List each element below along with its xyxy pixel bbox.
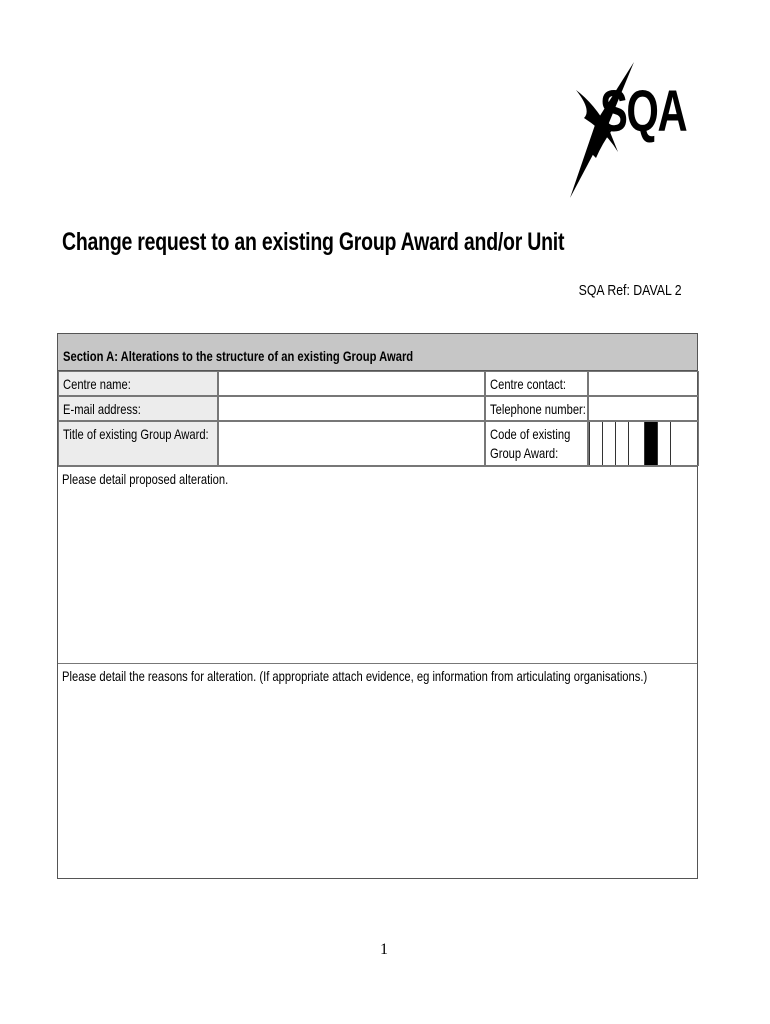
code-digit-box[interactable]: [657, 422, 670, 465]
proposed-alteration-field[interactable]: [58, 466, 697, 663]
page-title: Change request to an existing Group Award and/or Unit: [62, 228, 565, 256]
code-digit-box[interactable]: [615, 422, 628, 465]
telephone-label-text: Telephone number:: [490, 401, 586, 417]
centre-contact-label: [485, 371, 588, 396]
code-digit-box[interactable]: [602, 422, 615, 465]
section-a-heading-text: Section A: Alterations to the structure of an existing Group Award: [63, 348, 414, 364]
centre-name-label-text: Centre name:: [63, 376, 131, 392]
reasons-label: Please detail the reasons for alteration. (If appropriate attach evidence, eg information from articulating organisations.): [62, 668, 648, 684]
centre-name-field[interactable]: [218, 371, 485, 396]
email-field[interactable]: [218, 396, 485, 421]
section-a-form: [57, 333, 698, 879]
email-label: [58, 396, 218, 421]
centre-contact-label-text: Centre contact:: [490, 376, 566, 392]
code-award-field[interactable]: [588, 421, 699, 466]
code-award-label: [485, 421, 588, 466]
title-award-field[interactable]: [218, 421, 485, 466]
code-digit-box[interactable]: [670, 422, 683, 465]
email-label-text: E-mail address:: [63, 401, 141, 417]
telephone-label: [485, 396, 588, 421]
code-award-label-line2: Group Award:: [490, 445, 559, 461]
page-number: 1: [380, 941, 388, 958]
code-digit-box[interactable]: [628, 422, 641, 465]
logo-text: SQA: [600, 79, 687, 144]
telephone-field[interactable]: [588, 396, 699, 421]
reference-code: SQA Ref: DAVAL 2: [578, 282, 682, 299]
title-award-label-text: Title of existing Group Award:: [63, 426, 209, 442]
centre-name-label: [58, 371, 218, 396]
proposed-alteration-label: Please detail proposed alteration.: [62, 471, 229, 487]
centre-contact-field[interactable]: [588, 371, 699, 396]
code-digit-box-filled: [644, 422, 657, 465]
code-award-label-line1: Code of existing: [490, 426, 571, 442]
title-award-label: [58, 421, 218, 466]
section-a-heading: [58, 334, 697, 371]
reasons-field[interactable]: [58, 663, 697, 879]
code-digit-box[interactable]: [589, 422, 602, 465]
